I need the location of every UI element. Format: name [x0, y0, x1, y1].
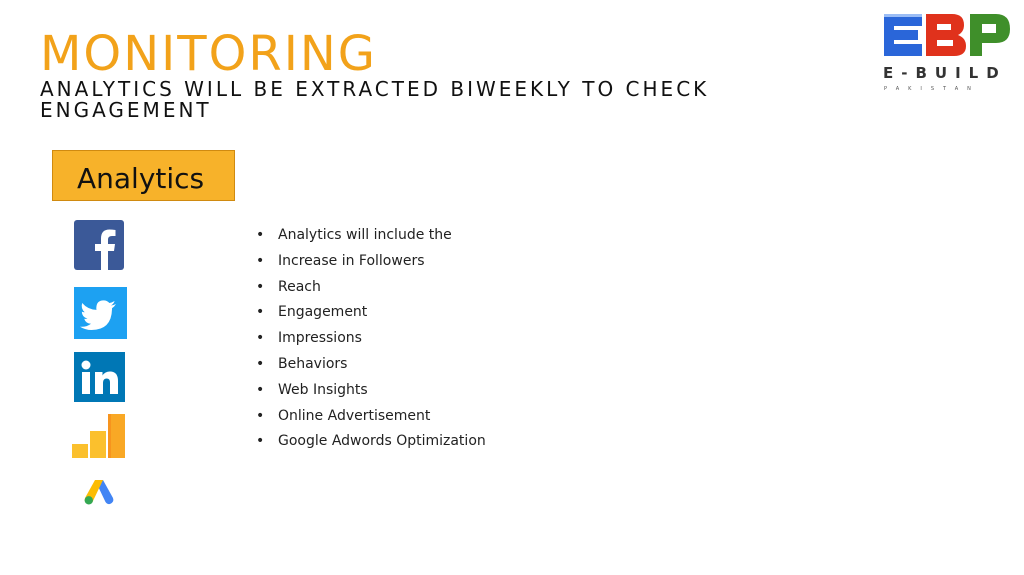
bullet-icon: •	[256, 381, 265, 398]
logo-letter-b	[926, 14, 966, 56]
logo-letter-e	[884, 14, 922, 56]
analytics-heading: Analytics	[77, 162, 205, 195]
list-item: • Impressions	[255, 326, 486, 352]
logo-letter-p	[970, 14, 1010, 56]
list-item: • Online Advertisement	[255, 404, 486, 430]
analytics-heading-box	[52, 150, 235, 201]
bullet-icon: •	[256, 252, 265, 269]
google-ads-icon	[83, 477, 115, 505]
slide-subtitle: ANALYTICS WILL BE EXTRACTED BIWEEKLY TO CHECK ENGAGEMENT	[40, 77, 710, 122]
bullet-icon: •	[256, 433, 265, 450]
bullet-icon: •	[256, 355, 265, 372]
bullet-icon: •	[256, 227, 265, 243]
list-item: • Analytics will include the	[255, 223, 486, 249]
analytics-bullet-list	[255, 223, 486, 455]
slide-title: MONITORING	[40, 26, 377, 82]
list-item: • Increase in Followers	[255, 249, 486, 275]
list-item: • Reach	[255, 275, 486, 301]
twitter-icon	[74, 287, 127, 339]
list-item: • Behaviors	[255, 352, 486, 378]
list-item: • Web Insights	[255, 378, 486, 404]
bullet-icon: •	[256, 330, 265, 347]
list-item: • Engagement	[255, 300, 486, 326]
bullet-icon: •	[256, 304, 265, 321]
linkedin-icon	[74, 352, 125, 402]
logo-tagline: E-BUILD	[883, 64, 1007, 82]
bullet-icon: •	[256, 278, 265, 295]
facebook-icon	[74, 220, 124, 270]
bullet-icon: •	[256, 407, 265, 424]
list-item: • Google Adwords Optimization	[255, 429, 486, 455]
ebp-logo	[880, 10, 1012, 94]
logo-subtag: PAKISTAN	[884, 86, 980, 92]
google-analytics-icon	[72, 414, 125, 458]
